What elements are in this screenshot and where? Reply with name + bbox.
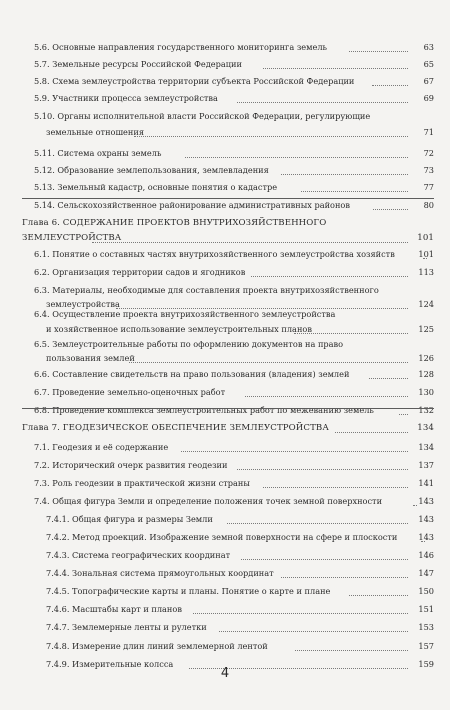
- dot-leader: [281, 174, 408, 175]
- toc-item[interactable]: [0, 478, 450, 490]
- toc-page-number: 137: [418, 460, 434, 470]
- toc-item-title: 6.1. Понятие о составных частях внутрихозяйственного землеустройства хозяйств: [34, 249, 395, 259]
- toc-item-title: 6.6. Составление свидетельств на право пользования (владения) землей: [34, 369, 350, 379]
- toc-page-number: 65: [423, 59, 434, 69]
- toc-item[interactable]: [0, 182, 450, 194]
- dot-leader: [185, 157, 408, 158]
- toc-item[interactable]: [0, 93, 450, 105]
- toc-page-number: 63: [423, 42, 434, 52]
- toc-chapter[interactable]: [0, 423, 450, 435]
- toc-item[interactable]: [0, 165, 450, 177]
- toc-page-number: 132: [418, 405, 434, 415]
- toc-item-title-continuation: землеустройства: [46, 299, 120, 309]
- toc-item[interactable]: [0, 59, 450, 71]
- dot-leader: [134, 136, 408, 137]
- dot-leader: [294, 333, 408, 334]
- toc-page-number: 130: [418, 387, 434, 397]
- toc-page-number: 113: [418, 267, 434, 277]
- toc-page-number: 134: [417, 423, 434, 433]
- toc-item-title: 7.4.6. Масштабы карт и планов: [46, 604, 182, 614]
- toc-item-title: 7.1. Геодезия и её содержание: [34, 442, 169, 452]
- toc-item[interactable]: [0, 442, 450, 454]
- dot-leader: [263, 487, 408, 488]
- toc-page-number: 126: [418, 353, 434, 363]
- toc-item-title: 7.4.4. Зональная система прямоугольных координат: [46, 568, 274, 578]
- toc-item[interactable]: [0, 514, 450, 526]
- dot-leader: [349, 595, 408, 596]
- toc-item-title-continuation: пользования землей: [46, 353, 135, 363]
- toc-item-title: Глава 7. ГЕОДЕЗИЧЕСКОЕ ОБЕСПЕЧЕНИЕ ЗЕМЛЕУСТРОЙСТВА: [22, 423, 329, 433]
- toc-item-title: 7.4.1. Общая фигура и размеры Земли: [46, 514, 213, 524]
- toc-page-number: 153: [418, 622, 434, 632]
- dot-leader: [301, 191, 408, 192]
- toc-item-title: 5.8. Схема землеустройства территории субъекта Российской Федерации: [34, 76, 355, 86]
- toc-item[interactable]: [0, 622, 450, 634]
- dot-leader: [263, 68, 408, 69]
- toc-item[interactable]: [0, 586, 450, 598]
- dot-leader: [181, 451, 408, 452]
- toc-item[interactable]: [0, 532, 450, 544]
- dot-leader: [335, 432, 408, 433]
- toc-item-title: 5.6. Основные направления государственного мониторинга земель: [34, 42, 327, 52]
- toc-page-number: 72: [423, 148, 434, 158]
- toc-item-title: 6.8. Проведение комплекса землеустроительных работ по межеванию земель: [34, 405, 374, 415]
- toc-page-number: 143: [418, 514, 434, 524]
- toc-item-title: Глава 6. СОДЕРЖАНИЕ ПРОЕКТОВ ВНУТРИХОЗЯЙСТВЕННОГО: [22, 218, 327, 228]
- toc-item-title: 5.13. Земельный кадастр, основные понятия о кадастре: [34, 182, 278, 192]
- toc-page-number: 134: [418, 442, 434, 452]
- toc-item-title: 7.2. Исторический очерк развития геодезии: [34, 460, 228, 470]
- toc-page-number: 159: [418, 659, 434, 669]
- toc-page-number: 67: [423, 76, 434, 86]
- toc-page-number: 80: [423, 200, 434, 210]
- dot-leader: [129, 362, 408, 363]
- toc-item-title: 5.10. Органы исполнительной власти Российской Федерации, регулирующие: [34, 111, 371, 121]
- toc-item[interactable]: [0, 604, 450, 616]
- toc-item[interactable]: [0, 148, 450, 160]
- toc-item-title: 7.3. Роль геодезии в практической жизни страны: [34, 478, 250, 488]
- dot-leader: [219, 631, 408, 632]
- dot-leader: [295, 650, 408, 651]
- toc-item[interactable]: [0, 200, 450, 212]
- dot-leader: [237, 469, 408, 470]
- toc-chapter[interactable]: [0, 218, 450, 245]
- toc-item-title: 7.4.7. Землемерные ленты и рулетки: [46, 622, 207, 632]
- toc-item[interactable]: [0, 267, 450, 279]
- toc-item-title: 6.4. Осуществление проекта внутрихозяйственного землеустройства: [34, 309, 336, 319]
- toc-item-title: 5.14. Сельскохозяйственное районирование административных районов: [34, 200, 350, 210]
- toc-item[interactable]: [0, 641, 450, 653]
- dot-leader: [245, 396, 408, 397]
- toc-item[interactable]: [0, 111, 450, 139]
- toc-page-number: 73: [423, 165, 434, 175]
- toc-item[interactable]: [0, 550, 450, 562]
- page-number: 4: [220, 666, 230, 681]
- toc-page-number: 77: [423, 182, 434, 192]
- toc-page-number: 143: [418, 496, 434, 506]
- toc-page-number: 157: [418, 641, 434, 651]
- toc-item-title-continuation: и хозяйственное использование землеустроительных планов: [46, 324, 312, 334]
- toc-page-number: 150: [418, 586, 434, 596]
- dot-leader: [92, 242, 408, 243]
- toc-page-number: 101: [417, 233, 434, 243]
- toc-page-number: 124: [418, 299, 434, 309]
- toc-item[interactable]: [0, 285, 450, 311]
- dot-leader: [193, 613, 408, 614]
- toc-item-title: 7.4.5. Топографические карты и планы. Понятие о карте и плане: [46, 586, 331, 596]
- toc-item-title: 7.4.9. Измерительные колсса: [46, 659, 174, 669]
- section-divider: [22, 408, 434, 409]
- toc-page-number: 151: [418, 604, 434, 614]
- toc-item-title: 6.2. Организация территории садов и ягодников: [34, 267, 246, 277]
- dot-leader: [237, 102, 408, 103]
- toc-page-number: 141: [418, 478, 434, 488]
- toc-item-title: 7.4.8. Измерение длин линий землемерной лентой: [46, 641, 268, 651]
- toc-item[interactable]: [0, 460, 450, 472]
- toc-item-title: 5.9. Участники процесса землеустройства: [34, 93, 218, 103]
- toc-item-title: 5.12. Образование землепользования, землевладения: [34, 165, 269, 175]
- toc-item-title: 7.4. Общая фигура Земли и определение положения точек земной поверхности: [34, 496, 383, 506]
- toc-page-number: 125: [418, 324, 434, 334]
- toc-item[interactable]: [0, 568, 450, 580]
- toc-page-number: 143: [418, 532, 434, 542]
- dot-leader: [349, 51, 408, 52]
- toc-item[interactable]: [0, 339, 450, 365]
- toc-item-title-continuation: ЗЕМЛЕУСТРОЙСТВА: [22, 233, 122, 243]
- toc-item-title-continuation: земельные отношения: [46, 127, 144, 137]
- toc-item[interactable]: [0, 387, 450, 399]
- toc-item-title: 6.7. Проведение земельно-оценочных работ: [34, 387, 226, 397]
- toc-item-title: 5.7. Земельные ресурсы Российской Федерации: [34, 59, 242, 69]
- dot-leader: [373, 209, 408, 210]
- toc-item-title: 7.4.3. Система географических координат: [46, 550, 231, 560]
- toc-item-title: 6.3. Материалы, необходимые для составления проекта внутрихозяйственного: [34, 285, 379, 295]
- toc-item-title: 6.5. Землеустроительные работы по оформлению документов на право: [34, 339, 344, 349]
- dot-leader: [372, 85, 408, 86]
- toc-item-title: 7.4.2. Метод проекций. Изображение земной поверхности на сфере и плоскости: [46, 532, 398, 542]
- dot-leader: [369, 378, 408, 379]
- toc-page-number: 146: [418, 550, 434, 560]
- toc-page-number: 147: [418, 568, 434, 578]
- toc-item[interactable]: [0, 42, 450, 54]
- toc-page-number: 101: [418, 249, 434, 259]
- toc-item-title: 5.11. Система охраны земель: [34, 148, 162, 158]
- section-divider: [22, 198, 434, 199]
- dot-leader: [227, 523, 408, 524]
- dot-leader: [399, 414, 408, 415]
- toc-page-number: 71: [423, 127, 434, 137]
- dot-leader: [281, 577, 408, 578]
- dot-leader: [251, 276, 408, 277]
- toc-page-number: 128: [418, 369, 434, 379]
- toc-item[interactable]: [0, 405, 450, 417]
- toc-page-number: 69: [423, 93, 434, 103]
- toc-item[interactable]: [0, 249, 450, 261]
- toc-item[interactable]: [0, 76, 450, 88]
- toc-item[interactable]: [0, 369, 450, 381]
- toc-item[interactable]: [0, 309, 450, 336]
- toc-item[interactable]: [0, 496, 450, 508]
- dot-leader: [241, 559, 408, 560]
